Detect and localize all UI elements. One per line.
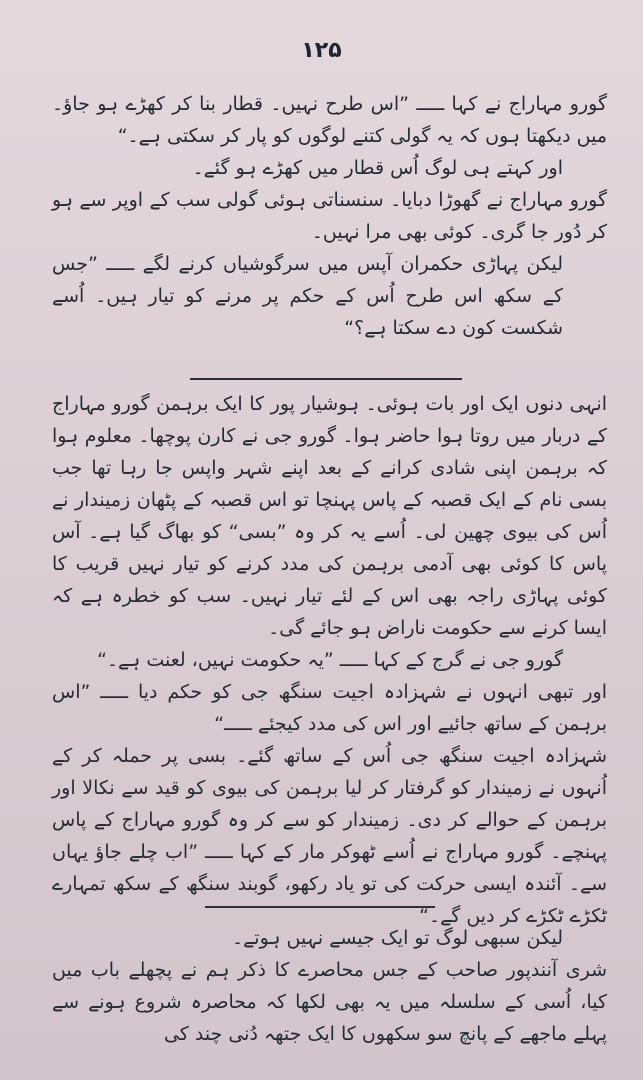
paragraph: انہی دنوں ایک اور بات ہوئی۔ ہوشیار پور کا ایک برہمن گورو مہاراج کے دربار میں روتا ہوا حاضر ہوا۔ گورو جی نے کارن پوچھا۔ معلوم ہوا کہ برہمن اپنی شادی کرانے کے بعد اپنے شہر واپس جا رہا تھا جب بسی نام کے ایک قصبہ کے پاس پہنچا تو اس قصبہ کے پٹھان زمیندار نے اُس کی بیوی چھین لی۔ اُسے یہ کر وہ ”بسی“ کو بھاگ گیا ہے۔ آس پاس کا کوئی بھی آدمی برہمن کی مدد کرنے کو تیار نہیں قریب کا کوئی پہاڑی راجہ بھی اس کے لئے تیار نہیں۔ سب کو خطرہ ہے کہ ایسا کرنے سے حکومت ناراض ہو جائے گی۔ (52, 393, 607, 639)
paragraph: لیکن پہاڑی حکمران آپس میں سرگوشیاں کرنے لگے ـــــ ”جس کے سکھ اس طرح اُس کے حکم پر مرنے کو تیار ہیں۔ اُسے شکست کون دے سکتا ہے؟“ (52, 253, 563, 339)
section-divider (205, 906, 435, 908)
section-siege (52, 922, 607, 1050)
page-number: ۱۲۵ (301, 38, 342, 63)
paragraph: اور تبھی انہوں نے شہزادہ اجیت سنگھ جی کو حکم دیا ـــــ ”اس برہمن کے ساتھ جائیے اور اس کی مدد کیجئے ـــــ“ (52, 681, 607, 735)
section-gun-trial (52, 88, 607, 344)
section-brahmin-story (52, 388, 607, 932)
paragraph: گورو مہاراج نے گھوڑا دبایا۔ سنسناتی ہوئی گولی سب کے اوپر سے ہو کر دُور جا گری۔ کوئی بھی مرا نہیں۔ (52, 189, 607, 243)
paragraph: اور کہتے ہی لوگ اُس قطار میں کھڑے ہو گئے۔ (192, 157, 563, 179)
paragraph: گورو مہاراج نے کہا ـــــ ”اس طرح نہیں۔ قطار بنا کر کھڑے ہو جاؤ۔ میں دیکھتا ہوں کہ یہ گولی کتنے لوگوں کو پار کر سکتی ہے۔“ (52, 93, 607, 147)
paragraph: شہزادہ اجیت سنگھ جی اُس کے ساتھ گئے۔ بسی پر حملہ کر کے اُنہوں نے زمیندار کو گرفتار کر لیا برہمن کی بیوی کو قید سے نکالا اور برہمن کے حوالے کر دی۔ زمیندار کو سے کر وہ گورو مہاراج کے پاس پہنچے۔ گورو مہاراج نے اُسے ٹھوکر مار کے کہا ـــــ ”اب چلے جاؤ یہاں سے۔ آئندہ ایسی حرکت کی تو یاد رکھو، گوبند سنگھ کے سکھ تمہارے ٹکڑے ٹکڑے کر دیں گے۔“ (52, 745, 607, 927)
paragraph: شری آنندپور صاحب کے جس محاصرے کا ذکر ہم نے پچھلے باب میں کیا، اُسی کے سلسلہ میں یہ بھی لکھا کہ محاصرہ شروع ہونے سے پہلے ماجھے کے پانچ سو سکھوں کا ایک جتھہ دُنی چند کی (52, 959, 607, 1045)
paragraph: گورو جی نے گرج کے کہا ـــــ ”یہ حکومت نہیں، لعنت ہے۔“ (97, 649, 563, 671)
paragraph: لیکن سبھی لوگ تو ایک جیسے نہیں ہوتے۔ (232, 927, 563, 949)
section-divider (190, 378, 462, 380)
